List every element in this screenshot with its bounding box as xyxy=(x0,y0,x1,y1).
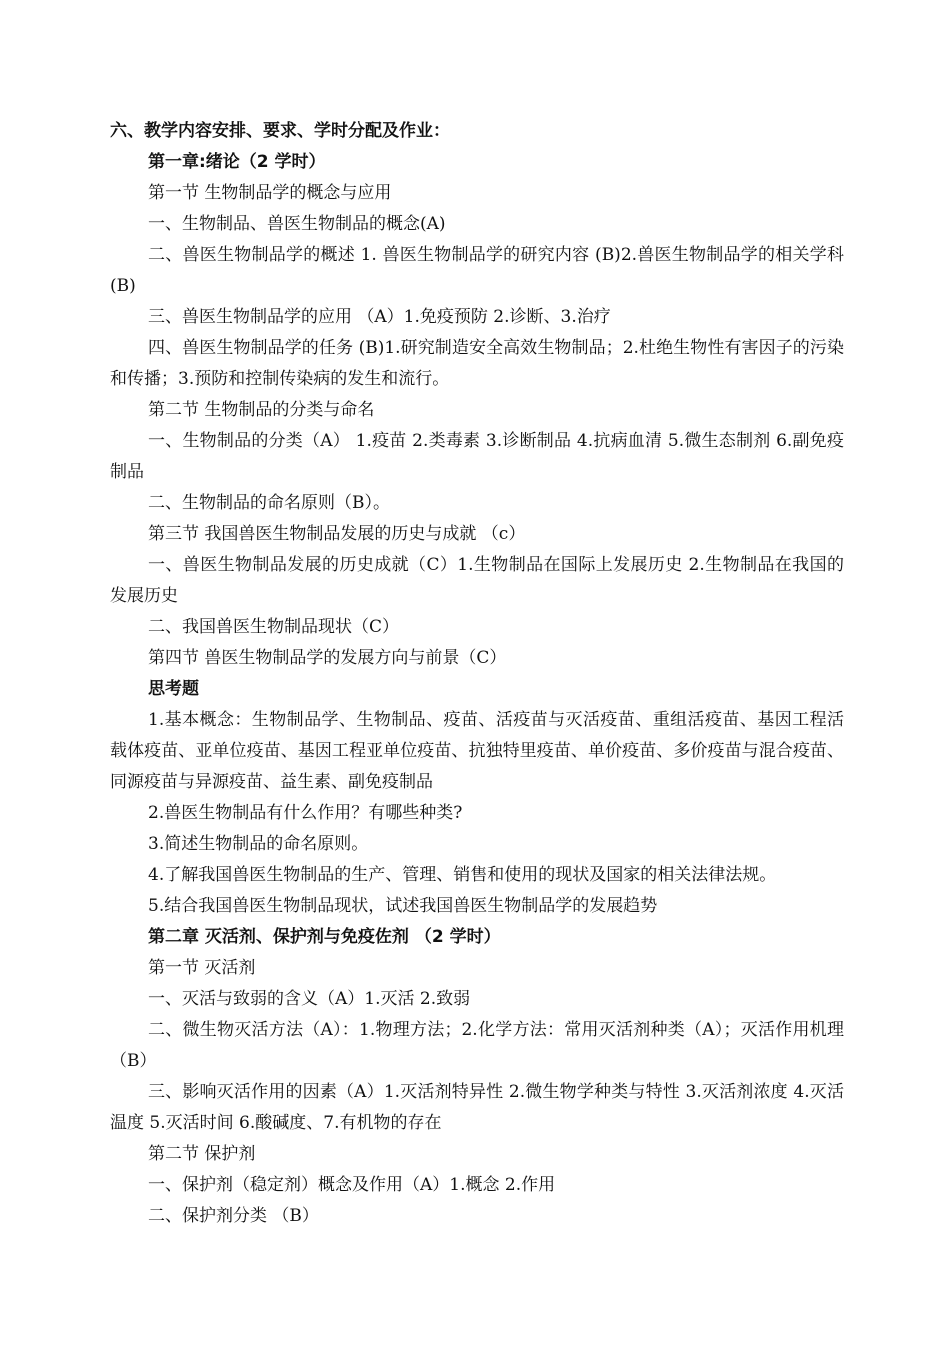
chapter-2-title: 第二章 灭活剂、保护剂与免疫佐剂 （2 学时） xyxy=(148,927,501,947)
chapter-2-section-2-item-2: 二、保护剂分类 （B） xyxy=(148,1206,319,1226)
question-1: 1.基本概念：生物制品学、生物制品、疫苗、活疫苗与灭活疫苗、重组活疫苗、基因工程活载体疫苗、亚单位疫苗、基因工程亚单位疫苗、抗独特里疫苗、单价疫苗、多价疫苗与混合疫苗、同源疫苗与异源疫苗、益生素、副免疫制品 xyxy=(110,710,844,792)
question-4: 4.了解我国兽医生物制品的生产、管理、销售和使用的现状及国家的相关法律法规。 xyxy=(148,865,777,885)
chapter-1-section-1-item-4: 四、兽医生物制品学的任务 (B)1.研究制造安全高效生物制品；2.杜绝生物性有害因子的污染和传播；3.预防和控制传染病的发生和流行。 xyxy=(110,338,844,389)
chapter-1-section-2-item-1: 一、生物制品的分类（A） 1.疫苗 2.类毒素 3.诊断制品 4.抗病血清 5.微生态制剂 6.副免疫制品 xyxy=(110,431,844,482)
question-5: 5.结合我国兽医生物制品现状，试述我国兽医生物制品学的发展趋势 xyxy=(148,896,658,916)
chapter-1-section-1-item-1: 一、生物制品、兽医生物制品的概念(A) xyxy=(148,214,446,234)
document-content xyxy=(110,116,844,1232)
chapter-1-section-3-item-2: 二、我国兽医生物制品现状（C） xyxy=(148,617,400,637)
chapter-2-section-1-item-3: 三、影响灭活作用的因素（A）1.灭活剂特异性 2.微生物学种类与特性 3.灭活剂浓度 4.灭活温度 5.灭活时间 6.酸碱度、7.有机物的存在 xyxy=(110,1082,844,1133)
chapter-1-section-1-title: 第一节 生物制品学的概念与应用 xyxy=(148,183,392,203)
question-3: 3.简述生物制品的命名原则。 xyxy=(148,834,369,854)
chapter-2-section-1-title: 第一节 灭活剂 xyxy=(148,958,256,978)
chapter-1-section-1-item-2: 二、兽医生物制品学的概述 1. 兽医生物制品学的研究内容 (B)2.兽医生物制品学的相关学科(B) xyxy=(110,245,844,296)
section-heading: 六、教学内容安排、要求、学时分配及作业： xyxy=(110,121,450,141)
chapter-1-section-2-item-2: 二、生物制品的命名原则（B）。 xyxy=(148,493,390,513)
chapter-1-section-3-title: 第三节 我国兽医生物制品发展的历史与成就 （c） xyxy=(148,524,526,544)
chapter-2-section-2-title: 第二节 保护剂 xyxy=(148,1144,256,1164)
chapter-1-title: 第一章:绪论（2 学时） xyxy=(148,152,326,172)
chapter-1-section-3-item-1: 一、兽医生物制品发展的历史成就（C）1.生物制品在国际上发展历史 2.生物制品在我国的发展历史 xyxy=(110,555,844,606)
chapter-1-section-4-title: 第四节 兽医生物制品学的发展方向与前景（C） xyxy=(148,648,507,668)
chapter-2-section-1-item-2: 二、微生物灭活方法（A）：1.物理方法；2.化学方法：常用灭活剂种类（A）；灭活作用机理（B） xyxy=(110,1020,844,1071)
chapter-2-section-2-item-1: 一、保护剂（稳定剂）概念及作用（A）1.概念 2.作用 xyxy=(148,1175,556,1195)
chapter-1-section-2-title: 第二节 生物制品的分类与命名 xyxy=(148,400,375,420)
question-2: 2.兽医生物制品有什么作用？有哪些种类? xyxy=(148,803,463,823)
questions-title: 思考题 xyxy=(148,679,199,699)
chapter-1-section-1-item-3: 三、兽医生物制品学的应用 （A）1.免疫预防 2.诊断、3.治疗 xyxy=(148,307,611,327)
chapter-2-section-1-item-1: 一、灭活与致弱的含义（A）1.灭活 2.致弱 xyxy=(148,989,471,1009)
